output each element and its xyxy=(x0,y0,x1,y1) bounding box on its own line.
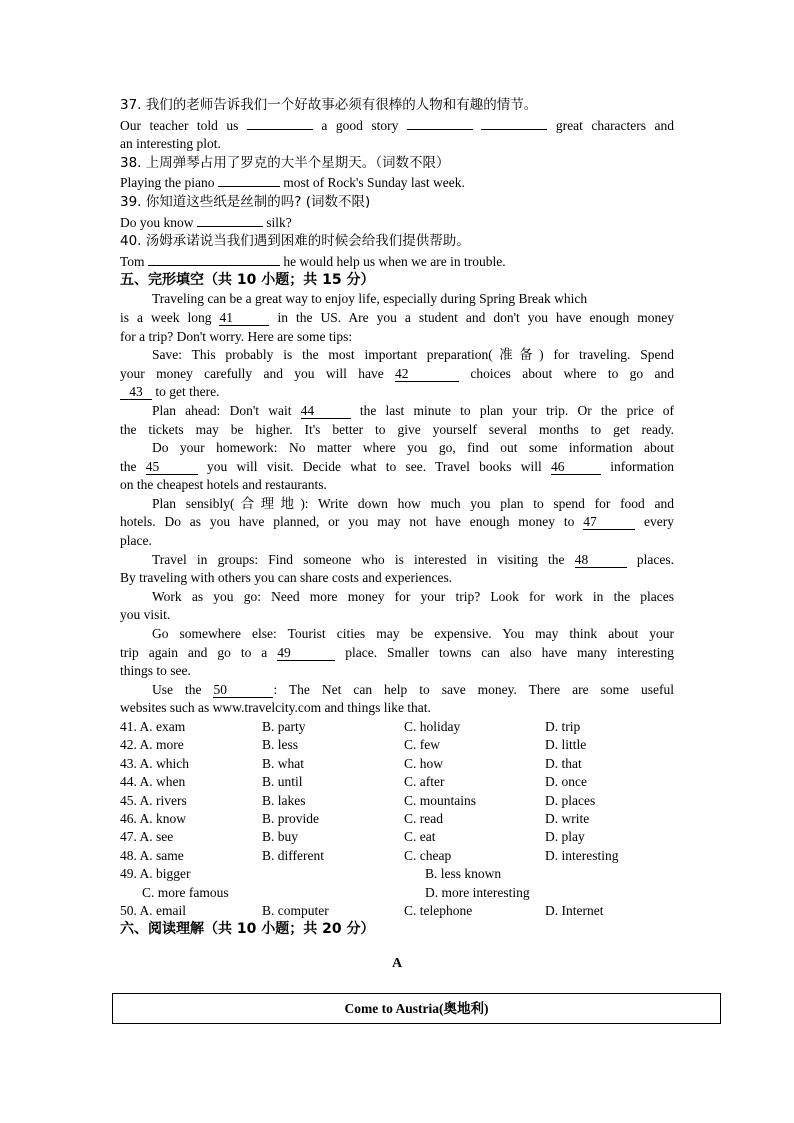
options-50: 50. A. email B. computer C. telephone D. Internet xyxy=(120,903,604,919)
options-49-row1: 49. A. bigger B. less known xyxy=(120,866,502,882)
q39-english: Do you know silk? xyxy=(120,212,674,233)
options-42: 42. A. more B. less C. few D. little xyxy=(120,737,587,753)
q38-blank[interactable] xyxy=(218,172,280,187)
q37-blank-3[interactable] xyxy=(481,115,547,130)
q37-blank-2[interactable] xyxy=(407,115,473,130)
q37-english: Our teacher told us a good story great characters and xyxy=(120,115,674,136)
worksheet-content xyxy=(120,96,674,939)
section5-heading: 五、完形填空（共 10 小题；共 15 分） xyxy=(120,272,375,289)
blank-50[interactable]: 50 xyxy=(213,683,273,698)
blank-42[interactable]: 42 xyxy=(395,367,459,382)
blank-45[interactable]: 45 xyxy=(146,460,198,475)
options-47: 47. A. see B. buy C. eat D. play xyxy=(120,829,585,845)
q37-chinese: 37. 我们的老师告诉我们一个好故事必须有很棒的人物和有趣的情节。 xyxy=(120,97,538,113)
cloze-passage: Traveling can be a great way to enjoy life, especially during Spring Break which is a week long 41 in the US. Are you a student and don't you have enough money for a trip? Don't worry. Here are some tips: Save: This probably is the most important preparation(准备) for traveling. Spend your money carefully and you will have 42 choices about where to go and 43 to get there. Plan ahead: Don't wait 44 the last minute to plan your trip. Or the price of the tickets may be higher. It's better to give yourself several months to get ready. Do your homework: No matter where you go, find out some information about the 45 you will visit. Decide what to see. Travel books will 46 information on the cheapest hotels and restaurants. Plan sensibly(合理地): Write down how much you plan to spend for food and hotels. Do as you have planned, or you may not have enough money to 47 every place. Travel in groups: Find someone who is interested in visiting the 48 places. By traveling with others you can share costs and experiences. Work as you go: Need more money for your trip? Look for work in the places you visit. Go somewhere else: Tourist cities may be expensive. You may think about your trip again and go to a 49 place. Smaller towns can also have many interesting things to see. Use the 50 : The Net can help to save money. There are some useful websites such as www.travelcity.com and things like that. xyxy=(120,291,675,716)
reading-title-box: Come to Austria(奥地利) xyxy=(112,993,721,1024)
options-43: 43. A. which B. what C. how D. that xyxy=(120,755,582,771)
section6-heading: 六、阅读理解（共 10 小题；共 20 分） xyxy=(120,921,375,938)
blank-46[interactable]: 46 xyxy=(551,460,601,475)
blank-44[interactable]: 44 xyxy=(301,404,351,419)
q40-blank[interactable] xyxy=(148,251,280,266)
q37-blank-1[interactable] xyxy=(247,115,313,130)
blank-43[interactable]: 43 xyxy=(120,385,152,400)
options-48: 48. A. same B. different C. cheap D. interesting xyxy=(120,847,619,863)
blank-48[interactable]: 48 xyxy=(575,553,627,568)
q39-chinese: 39. 你知道这些纸是丝制的吗? (词数不限) xyxy=(120,193,371,210)
q40-english: Tom he would help us when we are in trouble. xyxy=(120,251,674,272)
q38-chinese: 38. 上周弹琴占用了罗克的大半个星期天。（词数不限） xyxy=(120,154,450,171)
blank-47[interactable]: 47 xyxy=(583,515,635,530)
q40-chinese: 40. 汤姆承诺说当我们遇到困难的时候会给我们提供帮助。 xyxy=(120,233,470,250)
options-49-row2: C. more famous D. more interesting xyxy=(142,884,530,900)
options-41: 41. A. exam B. party C. holiday D. trip xyxy=(120,719,581,734)
blank-41[interactable]: 41 xyxy=(219,311,269,326)
options-list xyxy=(120,718,674,920)
reading-part-a: A xyxy=(391,956,403,971)
blank-49[interactable]: 49 xyxy=(277,646,335,661)
q38-english: Playing the piano most of Rock's Sunday last week. xyxy=(120,172,674,193)
q39-blank[interactable] xyxy=(197,212,263,227)
options-45: 45. A. rivers B. lakes C. mountains D. places xyxy=(120,792,596,808)
q37-english-line2: an interesting plot. xyxy=(120,136,221,152)
options-44: 44. A. when B. until C. after D. once xyxy=(120,774,587,790)
options-46: 46. A. know B. provide C. read D. write xyxy=(120,811,590,827)
